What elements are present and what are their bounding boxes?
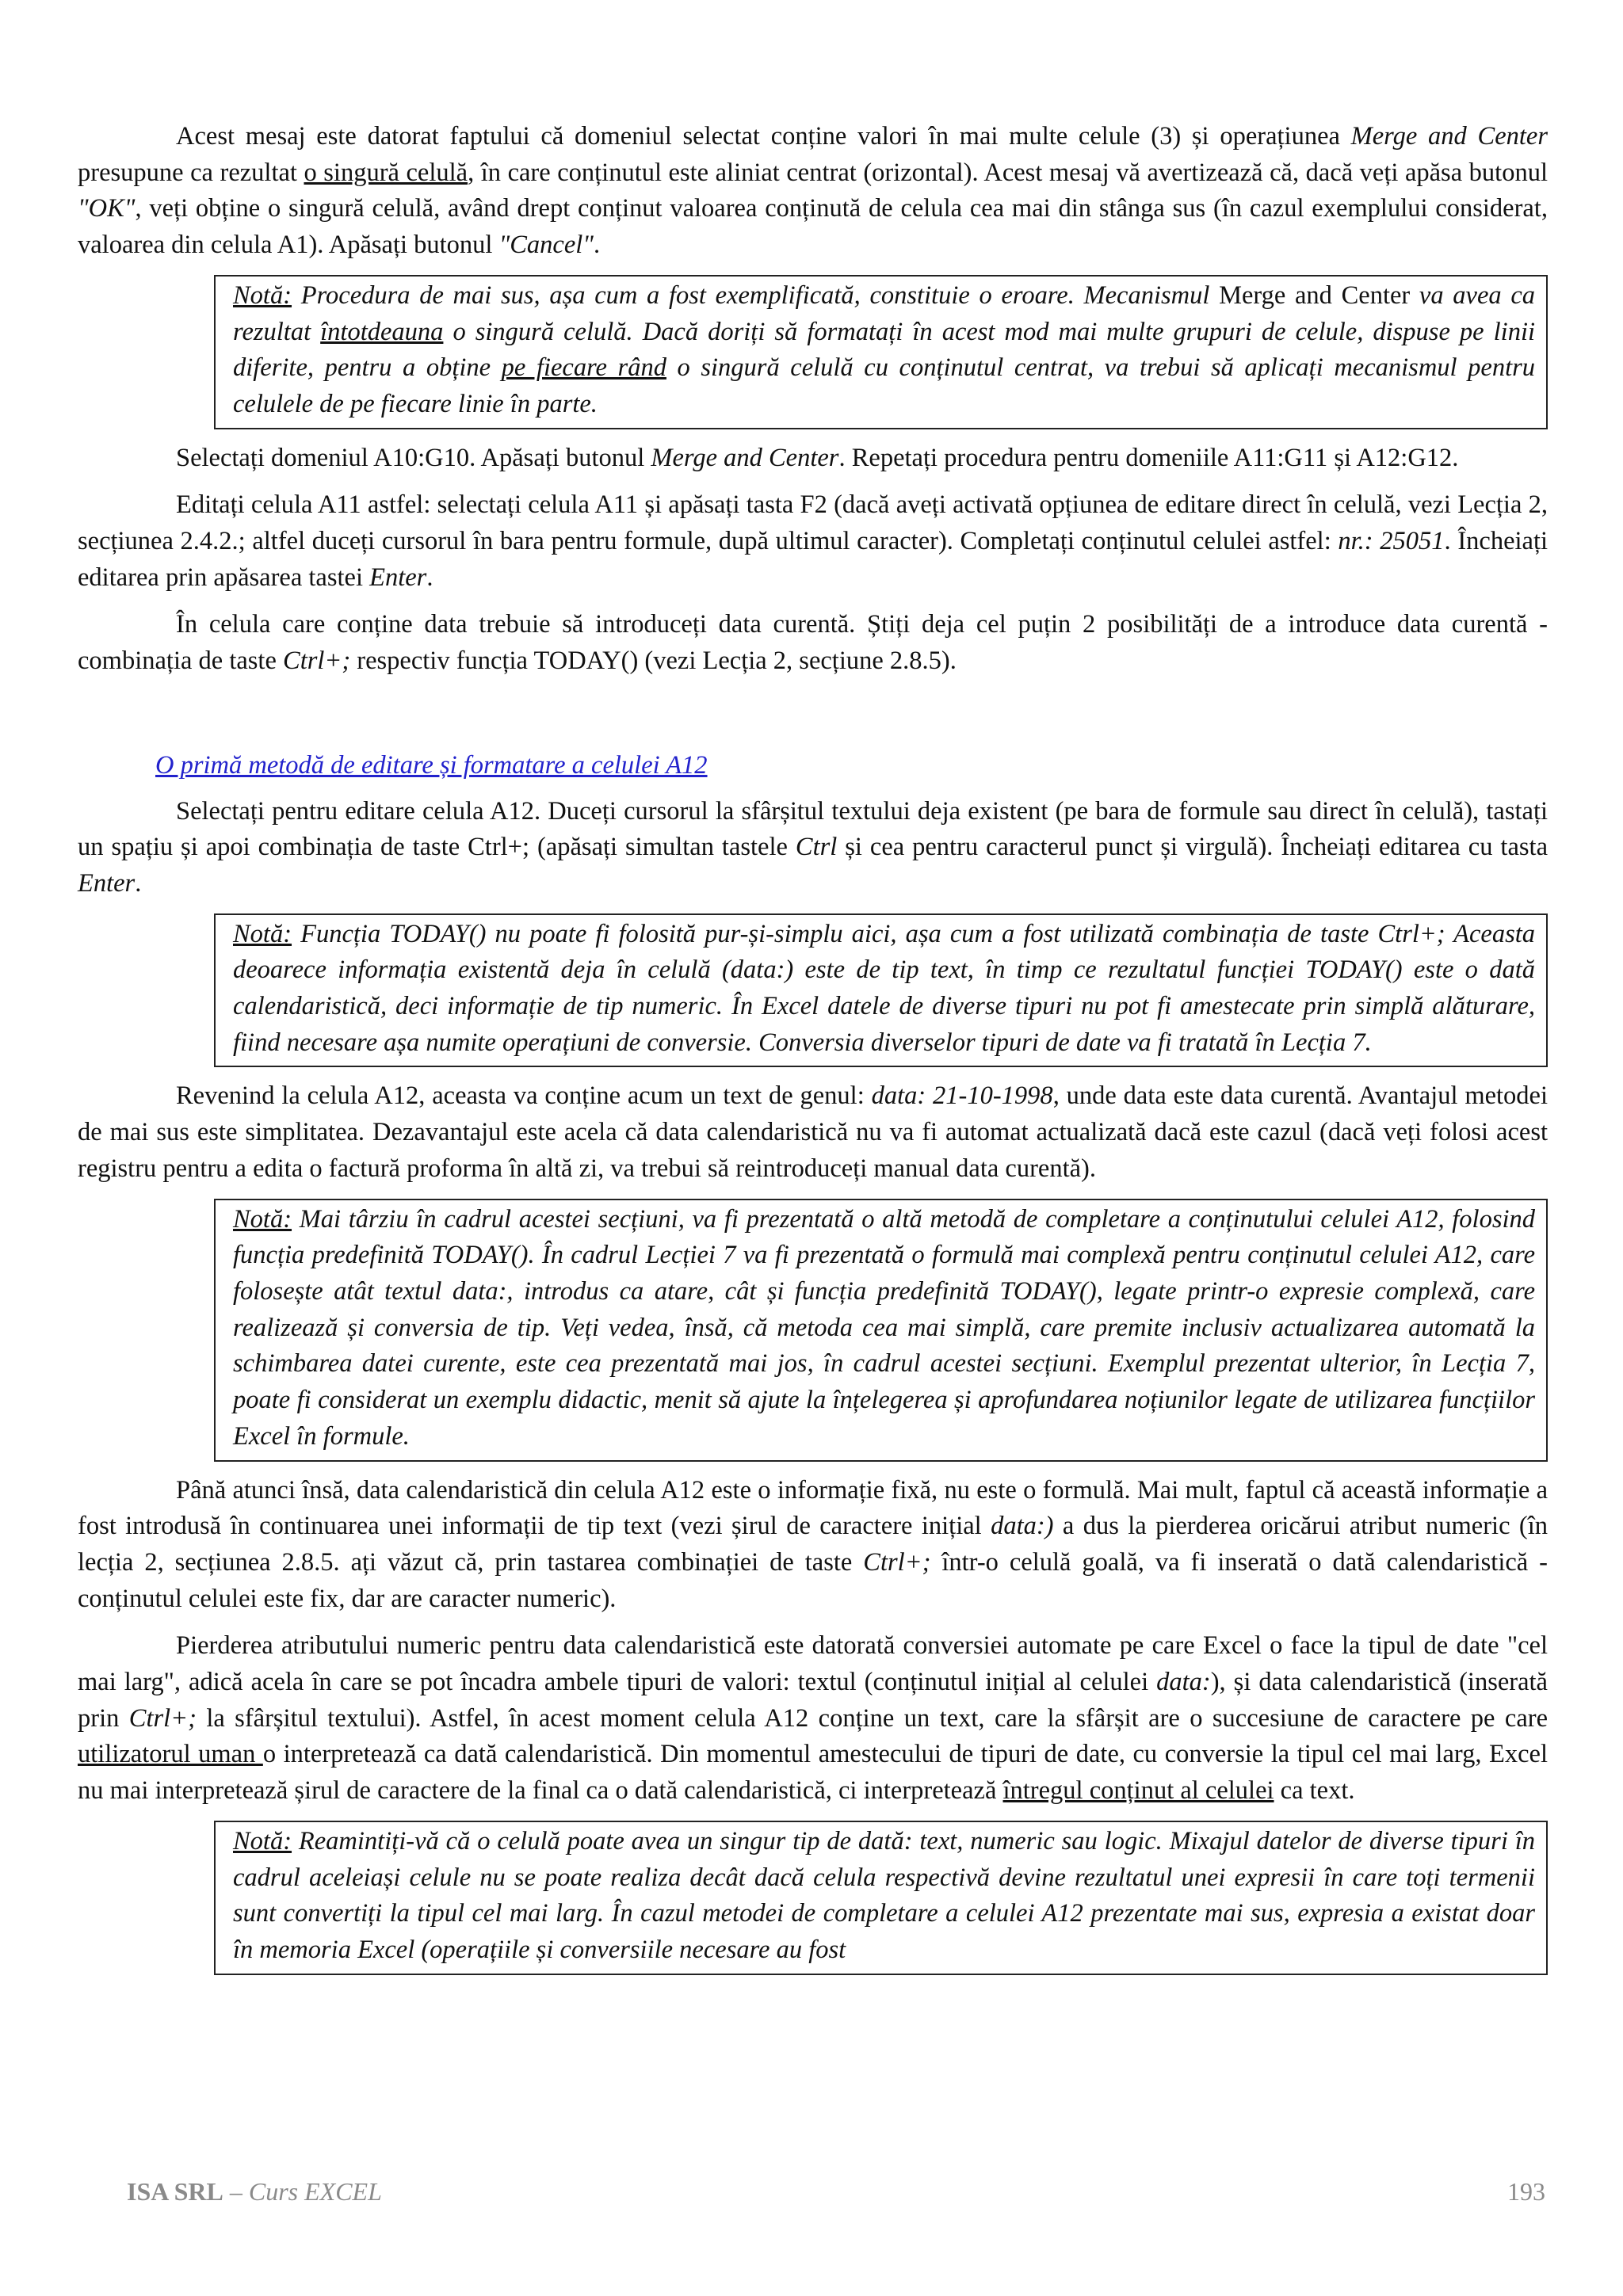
paragraph-revert-a12: Revenind la celula A12, aceasta va conține acum un text de genul: data: 21-10-1998, unde data este data curentă. Avantajul metodei de mai sus este simplitatea. Dezavantajul este acela că data calendaristică nu va fi automat actualizată dacă este cazul (dacă veți folosi acest registru pentru a edita o factură proforma în altă zi, va trebui să reintroduceți manual data curentă). — [78, 1081, 1549, 1183]
note-box-today: Notă: Funcția TODAY() nu poate fi folosită pur-și-simplu aici, așa cum a fost utilizată combinația de taste Ctrl+; Aceasta deoarece informația existentă deja în celulă (data:) este de tip text, în timp ce rezultatul funcției TODAY() este o dată calendaristică, deci informație de tip numeric. În Excel datele de diverse tipuri nu pot fi amestecate prin simplă alăturare, fiind necesare așa numite operațiuni de conversie. Conversia diverselor tipuri de date va fi tratată în Lecția 7. — [214, 913, 1548, 1068]
page-number: 193 — [1507, 2177, 1545, 2206]
note-box-data-types: Notă: Reamintiți-vă că o celulă poate avea un singur tip de dată: text, numeric sau logic. Mixajul datelor de diverse tipuri în cadrul aceleiași celule nu se poate realiza decât dacă celula respectivă devine rezultatul unei expresii în care toți termenii sunt convertiți la tipul cel mai larg. În cazul metodei de completare a celulei A12 prezentate mai sus, expresia a existat doar în memoria Excel (operațiile și conversiile necesare au fost — [214, 1821, 1548, 1975]
note-box-merge: Notă: Procedura de mai sus, așa cum a fost exemplificată, constituie o eroare. Mecanismul Merge and Center va avea ca rezultat întotdeauna o singură celulă. Dacă doriți să formatați în acest mod mai multe grupuri de celule, dispuse pe linii diferite, pentru a obține pe fiecare rând o singură celulă cu conținutul centrat, va trebui să aplicați mecanismul pentru celulele de pe fiecare linie în parte. — [214, 275, 1548, 429]
footer-company: ISA SRL — [127, 2177, 223, 2206]
paragraph-select-range: Selectați domeniul A10:G10. Apăsați butonul Merge and Center. Repetați procedura pentru domeniile A11:G11 și A12:G12. — [176, 443, 1459, 472]
page-body — [78, 119, 1548, 1986]
section-heading-a12: O primă metodă de editare și formatare a celulei A12 — [155, 750, 708, 780]
footer-course: Curs EXCEL — [248, 2177, 382, 2206]
paragraph-edit-a11: Editați celula A11 astfel: selectați celula A11 și apăsați tasta F2 (dacă aveți activată opțiunea de editare direct în celulă, vezi Lecția 2, secțiunea 2.4.2.; altfel duceți cursorul în bara pentru formule, după ultimul caracter). Completați conținutul celulei astfel: nr.: 25051. Încheiați editarea prin apăsarea tastei Enter. — [78, 490, 1549, 592]
page-footer — [127, 2177, 1545, 2217]
paragraph-merge-message: Acest mesaj este datorat faptului că domeniul selectat conține valori în mai multe celule (3) și operațiunea Merge and Center presupune ca rezultat o singură celulă, în care conținutul este aliniat centrat (orizontal). Acest mesaj vă avertizează că, dacă veți apăsa butonul "OK", veți obține o singură celulă, având drept conținut valoarea conținută de celula cea mai din stânga sus (în cazul exemplului considerat, valoarea din celula A1). Apăsați butonul "Cancel". — [78, 122, 1548, 260]
paragraph-edit-a12: Selectați pentru editare celula A12. Duceți cursorul la sfârșitul textului deja existent (pe bara de formule sau direct în celulă), tastați un spațiu și apoi combinația de taste Ctrl+; (apăsați simultan tastele Ctrl și cea pentru caracterul punct și virgulă). Încheiați editarea cu tasta Enter. — [78, 796, 1548, 898]
footer-dash: – — [223, 2177, 249, 2206]
paragraph-current-date: În celula care conține data trebuie să introduceți data curentă. Știți deja cel puțin 2 posibilități de a introduce data curentă - combinația de taste Ctrl+; respectiv funcția TODAY() (vezi Lecția 2, secțiune 2.8.5). — [78, 610, 1548, 676]
footer-title — [127, 2177, 382, 2206]
paragraph-numeric-attribute: Pierderea atributului numeric pentru data calendaristică este datorată conversiei automate pe care Excel o face la tipul de date "cel mai larg", adică acela în care se pot încadra ambele tipuri de valori: textul (conținutul inițial al celulei data:), și data calendaristică (inserată prin Ctrl+; la sfârșitul textului). Astfel, în acest moment celula A12 conține un text, care la sfârșit are o succesiune de caractere pe care utilizatorul uman o interpretează ca dată calendaristică. Din momentul amestecului de tipuri de date, cu conversie la tipul cel mai larg, Excel nu mai interpretează șirul de caractere de la final ca o dată calendaristică, ci interpretează întregul conținut al celulei ca text. — [78, 1631, 1548, 1806]
note-box-later: Notă: Mai târziu în cadrul acestei secțiuni, va fi prezentată o altă metodă de completare a conținutului celulei A12, folosind funcția predefinită TODAY(). În cadrul Lecției 7 va fi prezentată o formulă mai complexă pentru conținutul celulei A12, care folosește atât textul data:, introdus ca atare, cât și funcția predefinită TODAY(), legate printr-o expresie complexă, care realizează și conversia de tip. Veți vedea, însă, că metoda cea mai simplă, care premite inclusiv actualizarea automată la schimbarea datei curente, este cea prezentată mai jos, în cadrul acestei secțiuni. Exemplul prezentat ulterior, în Lecția 7, poate fi considerat un exemplu didactic, menit să ajute la înțelegerea și aprofundarea noțiunilor legate de utilizarea funcțiilor Excel în formule. — [214, 1199, 1548, 1462]
paragraph-fixed-date: Până atunci însă, data calendaristică din celula A12 este o informație fixă, nu este o formulă. Mai mult, faptul că această informație a fost introdusă în continuarea unei informații de tip text (vezi șirul de caractere inițial data:) a dus la pierderea oricărui atribut numeric (în lecția 2, secțiunea 2.8.5. ați văzut că, prin tastarea combinației de taste Ctrl+; într-o celulă goală, va fi inserată o dată calendaristică - conținutul celulei este fix, dar are caracter numeric). — [78, 1475, 1548, 1613]
